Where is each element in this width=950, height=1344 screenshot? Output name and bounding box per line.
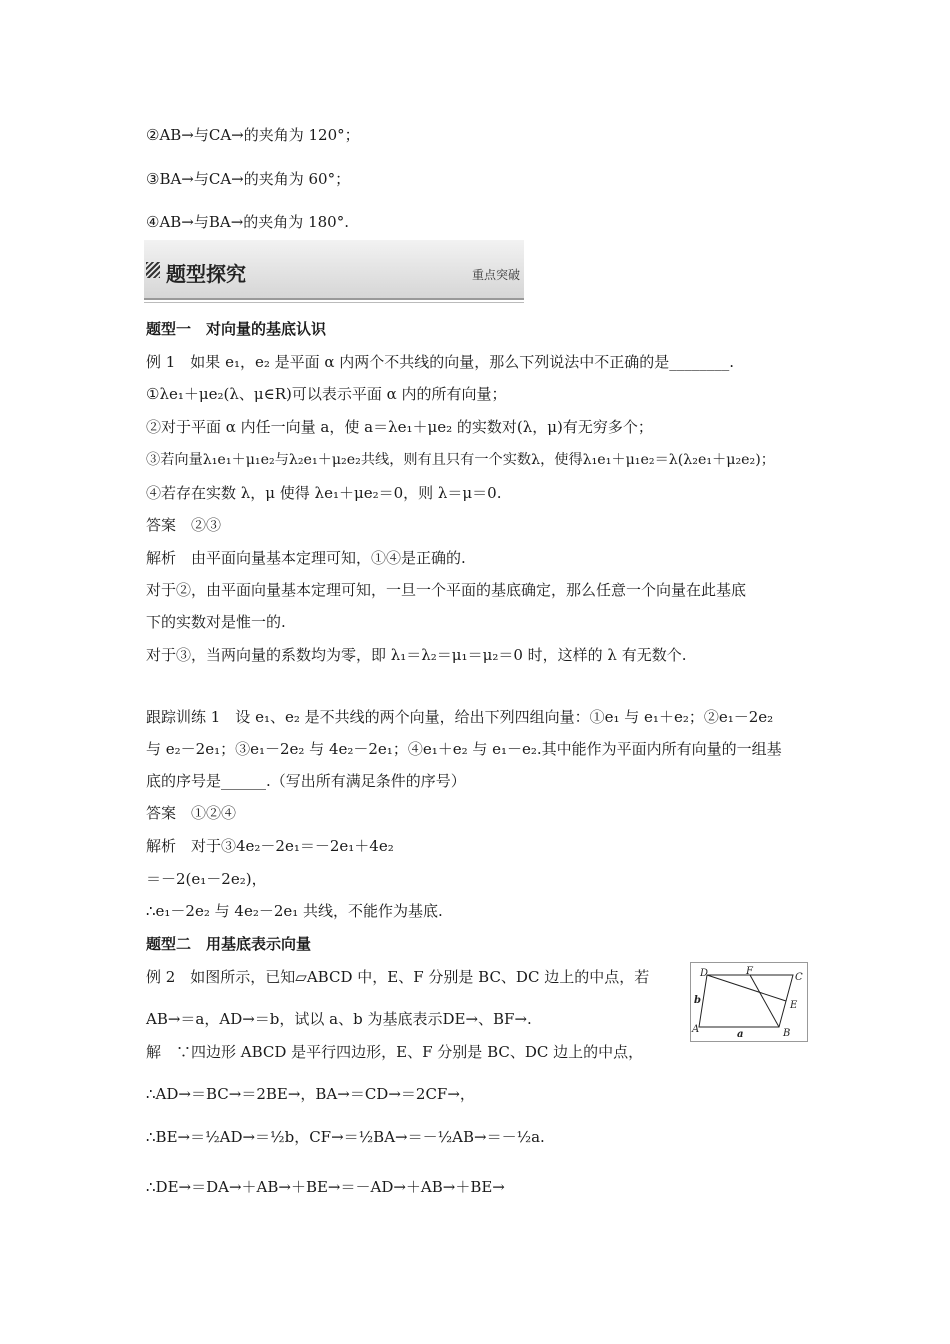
label-E: E (790, 1000, 798, 1011)
example1-analysis-4: 对于③，当两向量的系数均为零，即 λ₁＝λ₂＝μ₁＝μ₂＝0 时，这样的 λ 有无数个. (146, 646, 687, 664)
example1-option-3: ③若向量λ₁e₁＋μ₁e₂与λ₂e₁＋μ₂e₂共线，则有且只有一个实数λ，使得λ₁e₁＋μ₁e₂＝λ(λ₂e₁＋μ₂e₂)； (146, 452, 775, 468)
example2-solution-1: 解 ∵四边形 ABCD 是平行四边形，E、F 分别是 BC、DC 边上的中点， (146, 1043, 644, 1061)
example2-solution-3: ∴BE→＝½AD→＝½b，CF→＝½BA→＝－½AB→＝－½a. (146, 1128, 545, 1146)
example2-question-2: AB→＝a，AD→＝b，试以 a、b 为基底表示DE→、BF→. (146, 1010, 532, 1028)
line-angle-4: ④AB→与BA→的夹角为 180°. (146, 213, 349, 231)
parallelogram-figure (690, 962, 808, 1042)
label-B: B (783, 1028, 791, 1039)
example2-solution-4: ∴DE→＝DA→＋AB→＋BE→＝－AD→＋AB→＋BE→ (146, 1178, 505, 1196)
line-angle-3: ③BA→与CA→的夹角为 60°； (146, 170, 351, 188)
training1-question-3: 底的序号是______.（写出所有满足条件的序号） (146, 772, 466, 790)
training1-analysis-2: ＝－2(e₁－2e₂)， (146, 870, 267, 888)
example1-question: 例 1 如果 e₁，e₂ 是平面 α 内两个不共线的向量，那么下列说法中不正确的是________. (146, 353, 735, 371)
training1-analysis-1: 解析 对于③4e₂－2e₁＝－2e₁＋4e₂ (146, 837, 394, 855)
training1-analysis-3: ∴e₁－2e₂ 与 4e₂－2e₁ 共线，不能作为基底. (146, 902, 443, 920)
example1-option-2: ②对于平面 α 内任一向量 a，使 a＝λe₁＋μe₂ 的实数对(λ，μ)有无穷多个； (146, 418, 653, 436)
training1-question-2: 与 e₂－2e₁；③e₁－2e₂ 与 4e₂－2e₁；④e₁＋e₂ 与 e₁－e₂.其中能作为平面内所有向量的一组基 (146, 740, 782, 758)
label-D: D (700, 968, 709, 979)
example2-question-1: 例 2 如图所示，已知▱ABCD 中，E、F 分别是 BC、DC 边上的中点，若 (146, 968, 650, 986)
banner-subtitle: 重点突破 (471, 268, 520, 282)
stripes-icon (146, 262, 160, 278)
label-C: C (795, 972, 803, 983)
training1-question-1: 跟踪训练 1 设 e₁、e₂ 是不共线的两个向量，给出下列四组向量：①e₁ 与 e₁＋e₂；②e₁－2e₂ (146, 708, 774, 726)
type1-heading: 题型一 对向量的基底认识 (146, 320, 327, 338)
label-F: F (746, 966, 753, 977)
parallelogram-diagram (691, 963, 807, 1041)
example2-solution-2: ∴AD→＝BC→＝2BE→，BA→＝CD→＝2CF→， (146, 1085, 475, 1103)
banner-divider (144, 302, 524, 303)
example1-option-1: ①λe₁＋μe₂(λ、μ∈R)可以表示平面 α 内的所有向量； (146, 385, 507, 403)
example1-analysis-2: 对于②，由平面向量基本定理可知，一旦一个平面的基底确定，那么任意一个向量在此基底 (146, 581, 747, 599)
label-a: a (737, 1029, 744, 1040)
example1-option-4: ④若存在实数 λ，μ 使得 λe₁＋μe₂＝0，则 λ＝μ＝0. (146, 484, 502, 502)
example1-analysis-1: 解析 由平面向量基本定理可知，①④是正确的. (146, 549, 466, 567)
label-A: A (692, 1024, 700, 1035)
label-b: b (694, 995, 701, 1006)
banner-title: 题型探究 (166, 262, 246, 286)
example1-answer: 答案 ②③ (146, 516, 222, 534)
example1-analysis-3: 下的实数对是惟一的. (146, 613, 286, 631)
line-angle-2: ②AB→与CA→的夹角为 120°； (146, 126, 360, 144)
type2-heading: 题型二 用基底表示向量 (146, 935, 312, 953)
section-banner (144, 240, 524, 308)
training1-answer: 答案 ①②④ (146, 804, 237, 822)
